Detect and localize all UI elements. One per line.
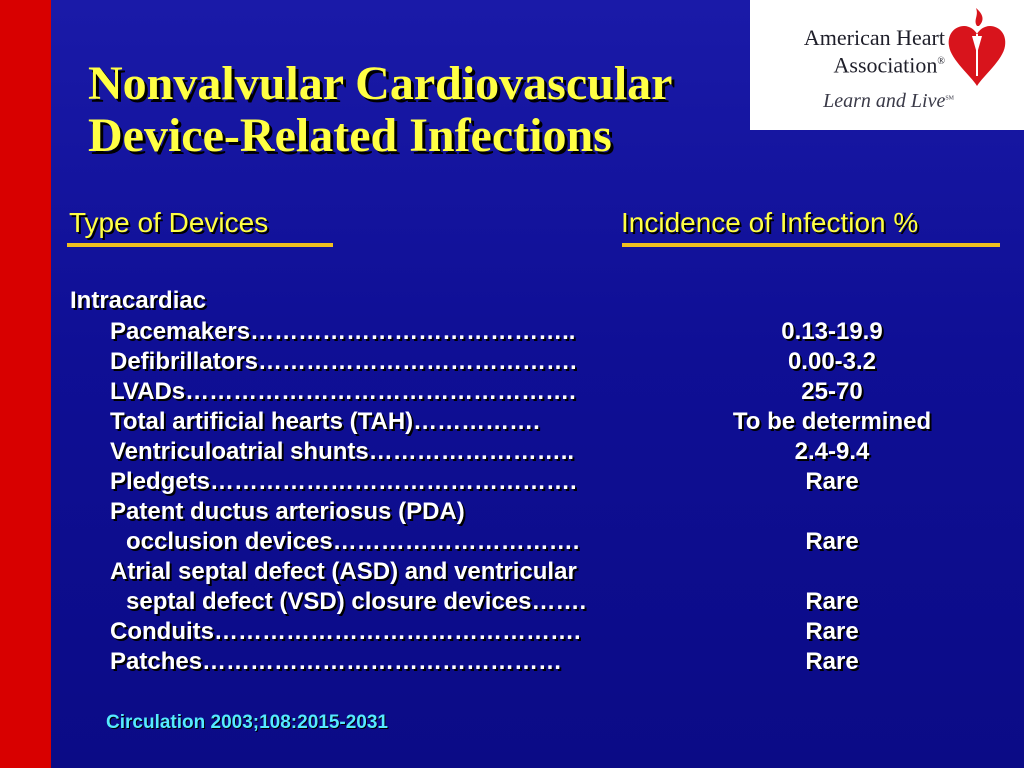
device-row-text: septal defect (VSD) closure devices……. [126,588,587,615]
device-row-value: 0.13-19.9 [781,318,883,345]
logo-name-line-1: American Heart [803,25,945,50]
device-row-text: LVADs…………………………………………. [110,378,576,405]
left-red-bar [0,0,51,768]
device-row-value: Rare [805,618,859,645]
device-row-text: Conduits………………………………………. [110,618,581,645]
device-row-value: Rare [805,528,859,555]
device-row-text: Total artificial hearts (TAH)……………. [110,408,540,435]
column-header-type-underline [67,243,333,247]
heart-torch-icon [945,6,1009,88]
column-header-type: Type of Devices [69,207,269,238]
column-header-incidence: Incidence of Infection % [621,207,919,238]
logo-tagline [776,90,954,113]
logo-name-line-2 [769,50,945,77]
column-header-incidence-underline [622,243,1000,247]
device-row-value: Rare [805,468,859,495]
device-row-value: To be determined [732,408,932,435]
slide-title [88,58,672,162]
registered-mark: ® [937,56,945,67]
device-row-text: Pacemakers………………………………….. [110,318,576,345]
device-row-text: Defibrillators…………………………………. [110,348,577,375]
logo-name [769,26,945,77]
device-row-value: 2.4-9.4 [794,438,870,465]
device-row-value: Rare [805,588,859,615]
device-row-value: 0.00-3.2 [787,348,877,375]
device-row-text: Patent ductus arteriosus (PDA) [110,498,465,525]
device-row-text: Atrial septal defect (ASD) and ventricular [110,558,577,585]
device-row-text: Pledgets………………………………………. [110,468,577,495]
slide-title-line-2: Device-Related Infections [88,109,612,162]
logo-name-line-2-text: Association [833,52,938,78]
citation: Circulation 2003;108:2015-2031 [106,712,388,733]
service-mark: SM [945,95,954,102]
slide-title-line-1: Nonvalvular Cardiovascular [88,57,673,110]
category-intracardiac: Intracardiac [70,287,207,314]
device-row-value: 25-70 [801,378,863,405]
logo-tagline-text: Learn and Live [823,90,946,112]
device-row-text: Ventriculoatrial shunts…………………….. [110,438,575,465]
device-row-text: occlusion devices…………………………. [126,528,580,555]
device-row-value: Rare [805,648,859,675]
device-row-text: Patches……………………………………… [110,648,563,675]
aha-logo [750,0,1024,130]
